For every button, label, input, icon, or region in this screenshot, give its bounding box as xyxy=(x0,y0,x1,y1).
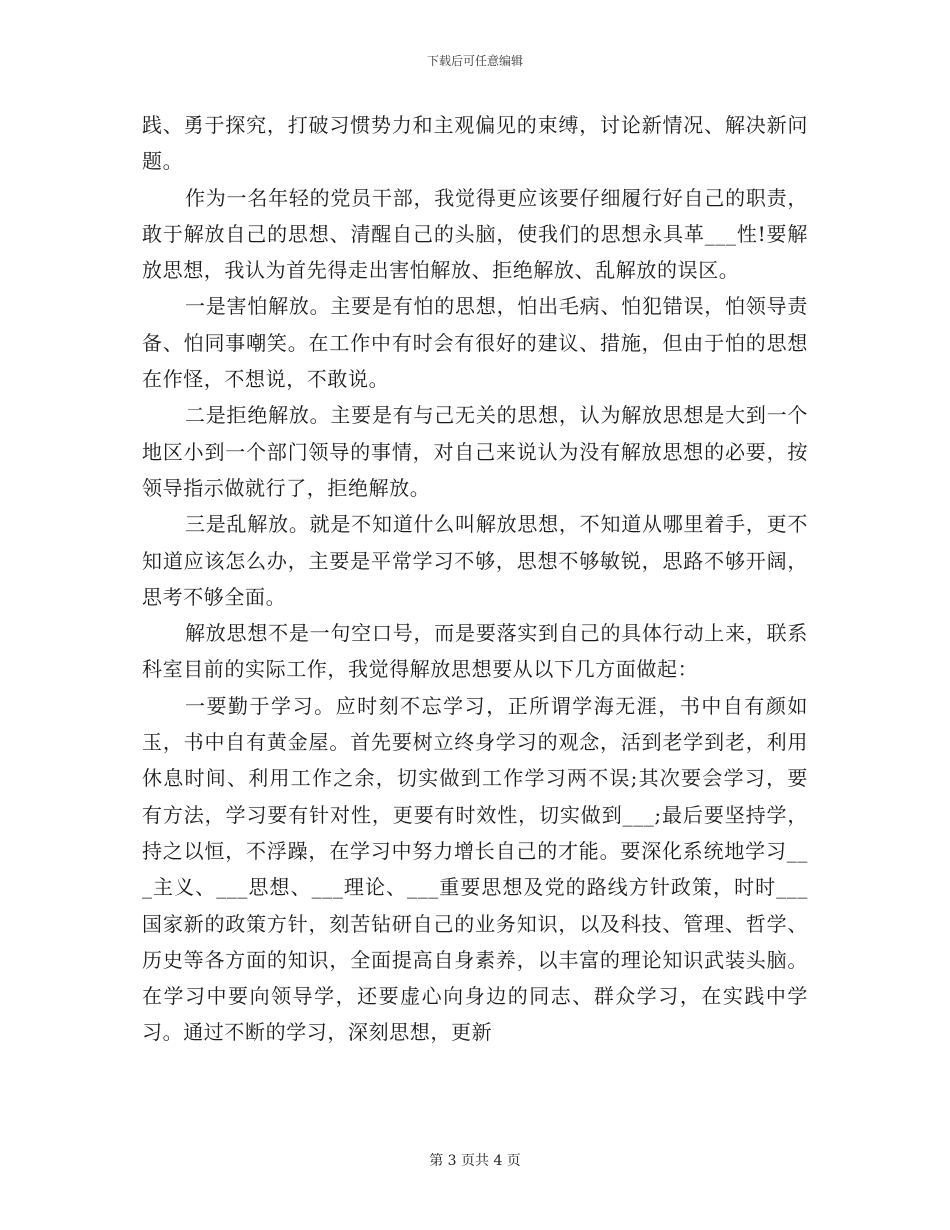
paragraph-3: 一是害怕解放。主要是有怕的思想，怕出毛病、怕犯错误，怕领导责备、怕同事嘲笑。在工作中有时会有很好的建议、措施，但由于怕的思想在作怪，不想说，不敢说。 xyxy=(142,294,808,392)
paragraph-4: 二是拒绝解放。主要是有与己无关的思想，认为解放思想是大到一个地区小到一个部门领导的事情，对自己来说认为没有解放思想的必要，按领导指示做就行了，拒绝解放。 xyxy=(142,403,808,500)
page-header: 下载后可任意编辑 xyxy=(426,54,523,68)
paragraph-6: 解放思想不是一句空口号，而是要落实到自己的具体行动上来，联系科室目前的实际工作，我觉得解放思想要从以下几方面做起： xyxy=(142,621,808,682)
paragraph-1: 践、勇于探究，打破习惯势力和主观偏见的束缚，讨论新情况、解决新问题。 xyxy=(142,113,808,174)
paragraph-2: 作为一名年轻的党员干部，我觉得更应该要仔细履行好自己的职责，敢于解放自己的思想、清醒自己的头脑，使我们的思想永具革___性!要解放思想，我认为首先得走出害怕解放、拒绝解放、乱解放的误区。 xyxy=(142,185,808,283)
document-body xyxy=(142,107,808,1051)
page-number: 第 3 页共 4 页 xyxy=(429,1153,521,1169)
paragraph-7: 一要勤于学习。应时刻不忘学习，正所谓学海无涯，书中自有颜如玉，书中自有黄金屋。首先要树立终身学习的观念，活到老学到老，利用休息时间、利用工作之余，切实做到工作学习两不误;其次要会学习，要有方法，学习要有针对性，更要有时效性，切实做到___;最后要坚持学，持之以恒，不浮躁，在学习中努力增长自己的才能。要深化系统地学习___主义、___思想、___理论、___重要思想及党的路线方针政策，时时___国家新的政策方针，刻苦钻研自己的业务知识，以及科技、管理、哲学、历史等各方面的知识，全面提高自身素养，以丰富的理论知识武装头脑。在学习中要向领导学，还要虚心向身边的同志、群众学习，在实践中学习。通过不断的学习，深刻思想，更新 xyxy=(142,693,808,1045)
paragraph-5: 三是乱解放。就是不知道什么叫解放思想，不知道从哪里着手，更不知道应该怎么办，主要是平常学习不够，思想不够敏锐，思路不够开阔，思考不够全面。 xyxy=(142,512,808,609)
